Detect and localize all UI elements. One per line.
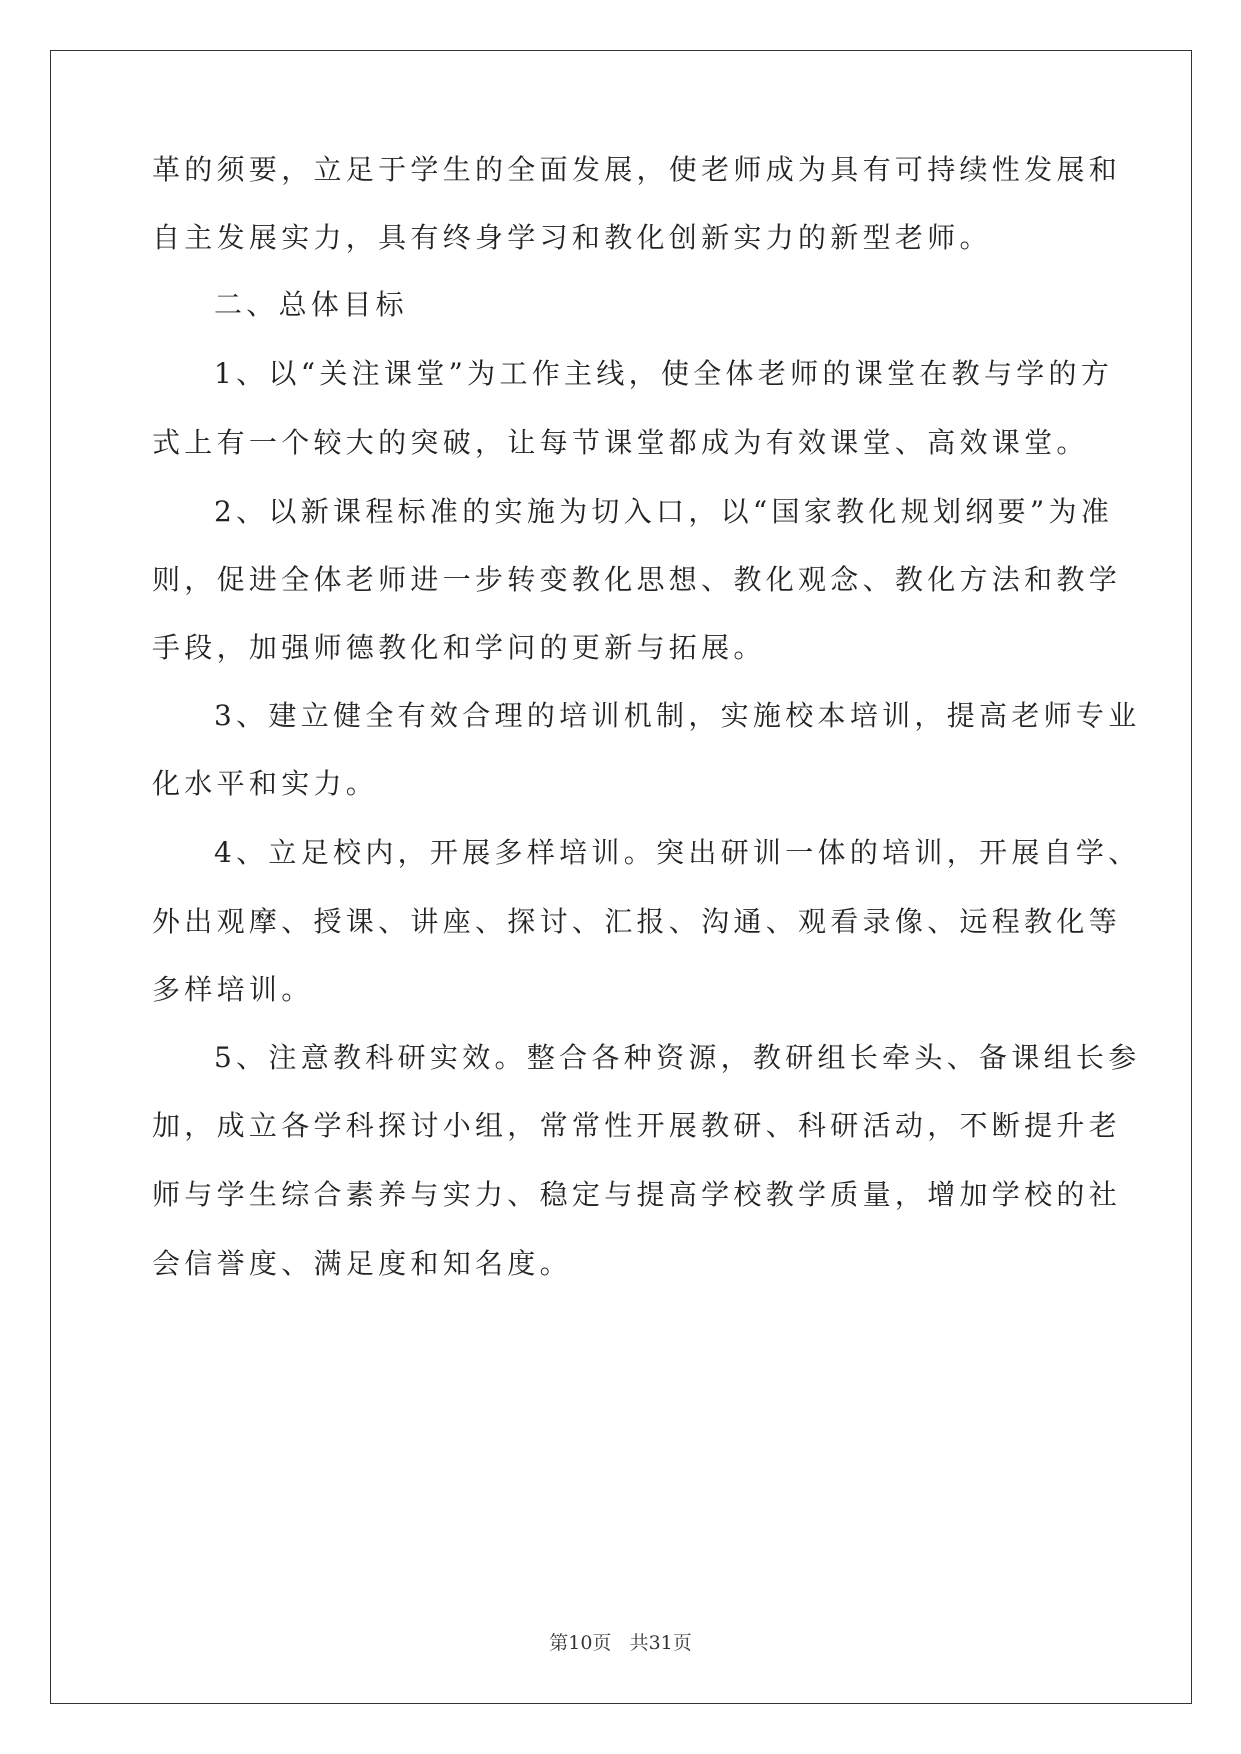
text-line: 则，促进全体老师进一步转变教化思想、教化观念、教化方法和教学 <box>152 563 1122 596</box>
page-prefix: 第 <box>549 1632 569 1654</box>
section-heading: 二、总体目标 <box>214 288 408 321</box>
total-pages: 31 <box>648 1632 673 1654</box>
text-line: 革的须要，立足于学生的全面发展，使老师成为具有可持续性发展和 <box>152 153 1122 186</box>
text-line: 式上有一个较大的突破，让每节课堂都成为有效课堂、高效课堂。 <box>152 426 1089 459</box>
total-prefix: 共 <box>629 1632 649 1654</box>
text-line: 师与学生综合素养与实力、稳定与提高学校教学质量，增加学校的社 <box>152 1178 1122 1211</box>
text-line: 1、以“关注课堂”为工作主线，使全体老师的课堂在教与学的方 <box>214 357 1114 390</box>
page-footer <box>0 1628 1241 1655</box>
text-line: 化水平和实力。 <box>152 767 379 800</box>
text-line: 自主发展实力，具有终身学习和教化创新实力的新型老师。 <box>152 221 992 254</box>
text-line: 5、注意教科研实效。整合各种资源，教研组长牵头、备课组长参 <box>214 1041 1141 1074</box>
text-line: 外出观摩、授课、讲座、探讨、汇报、沟通、观看录像、远程教化等 <box>152 905 1122 938</box>
page-number: 10 <box>568 1632 593 1654</box>
text-line: 加，成立各学科探讨小组，常常性开展教研、科研活动，不断提升老 <box>152 1109 1122 1142</box>
text-line: 2、以新课程标准的实施为切入口，以“国家教化规划纲要”为准 <box>214 495 1114 528</box>
text-line: 手段，加强师德教化和学问的更新与拓展。 <box>152 631 766 664</box>
text-line: 4、立足校内，开展多样培训。突出研训一体的培训，开展自学、 <box>214 836 1141 869</box>
text-line: 多样培训。 <box>152 973 314 1006</box>
total-suffix: 页 <box>672 1632 692 1654</box>
text-line: 会信誉度、满足度和知名度。 <box>152 1247 572 1280</box>
text-line: 3、建立健全有效合理的培训机制，实施校本培训，提高老师专业 <box>214 699 1141 732</box>
page-suffix: 页 <box>592 1632 612 1654</box>
